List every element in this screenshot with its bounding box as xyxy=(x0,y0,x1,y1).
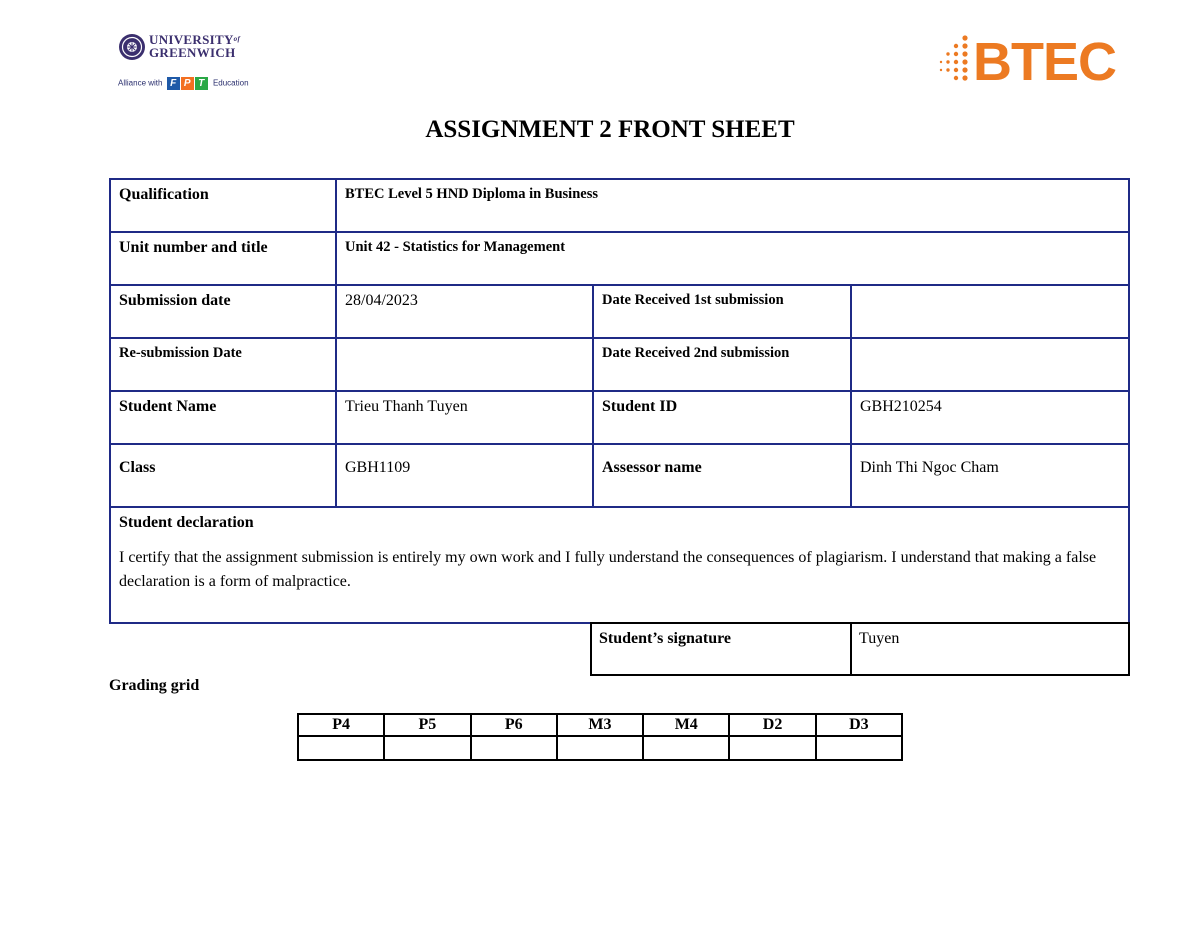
date-received-2-value xyxy=(851,338,1129,391)
student-name-value: Trieu Thanh Tuyen xyxy=(336,391,593,444)
declaration-heading: Student declaration xyxy=(119,514,254,531)
student-id-value: GBH210254 xyxy=(851,391,1129,444)
assessor-value: Dinh Thi Ngoc Cham xyxy=(851,444,1129,507)
assessor-label: Assessor name xyxy=(593,444,851,507)
student-declaration xyxy=(110,507,1129,623)
grade-cell-m4 xyxy=(643,736,729,760)
fpt-logo: F P T xyxy=(167,77,209,90)
class-label: Class xyxy=(110,444,336,507)
university-of-greenwich-logo xyxy=(118,33,248,95)
grading-grid-label: Grading grid xyxy=(109,677,200,694)
front-sheet-table xyxy=(109,178,1130,624)
university-name: $UNIVERSITY^{of}$ GREENWICH xyxy=(149,32,241,60)
signature-value: Tuyen xyxy=(851,623,1129,675)
submission-date-label: Submission date xyxy=(110,285,336,338)
unit-label: Unit number and title xyxy=(110,232,336,285)
btec-logo xyxy=(935,30,1125,95)
alliance-line: Alliance with F P T Education xyxy=(118,78,249,89)
grade-header-m4: M4 xyxy=(643,714,729,736)
university-seal-icon xyxy=(118,33,146,61)
unit-value: Unit 42 - Statistics for Management xyxy=(336,232,1129,285)
grade-header-m3: M3 xyxy=(557,714,643,736)
grade-cell-p5 xyxy=(384,736,470,760)
student-name-label: Student Name xyxy=(110,391,336,444)
grade-cell-p4 xyxy=(298,736,384,760)
qualification-value: BTEC Level 5 HND Diploma in Business xyxy=(336,179,1129,232)
class-value: GBH1109 xyxy=(336,444,593,507)
date-received-2-label: Date Received 2nd submission xyxy=(593,338,851,391)
grade-header-d3: D3 xyxy=(816,714,902,736)
grade-cell-m3 xyxy=(557,736,643,760)
grade-header-p4: P4 xyxy=(298,714,384,736)
grade-cell-p6 xyxy=(471,736,557,760)
qualification-label: Qualification xyxy=(110,179,336,232)
grade-cell-d3 xyxy=(816,736,902,760)
grade-cell-d2 xyxy=(729,736,815,760)
submission-date-value: 28/04/2023 xyxy=(336,285,593,338)
resubmission-date-value xyxy=(336,338,593,391)
grading-grid xyxy=(297,713,903,761)
date-received-1-label: Date Received 1st submission xyxy=(593,285,851,338)
btec-wordmark: BTEC xyxy=(973,32,1116,92)
signature-label: Student’s signature xyxy=(591,623,851,675)
grade-header-d2: D2 xyxy=(729,714,815,736)
signature-table xyxy=(590,622,1130,676)
student-id-label: Student ID xyxy=(593,391,851,444)
date-received-1-value xyxy=(851,285,1129,338)
page-title: ASSIGNMENT 2 FRONT SHEET xyxy=(425,116,795,143)
grade-header-p6: P6 xyxy=(471,714,557,736)
declaration-text: I certify that the assignment submission is entirely my own work and I fully understand the consequences of plagiarism. I understand that making a false declaration is a form of malpractice. xyxy=(119,549,1097,590)
grade-header-p5: P5 xyxy=(384,714,470,736)
resubmission-date-label: Re-submission Date xyxy=(110,338,336,391)
